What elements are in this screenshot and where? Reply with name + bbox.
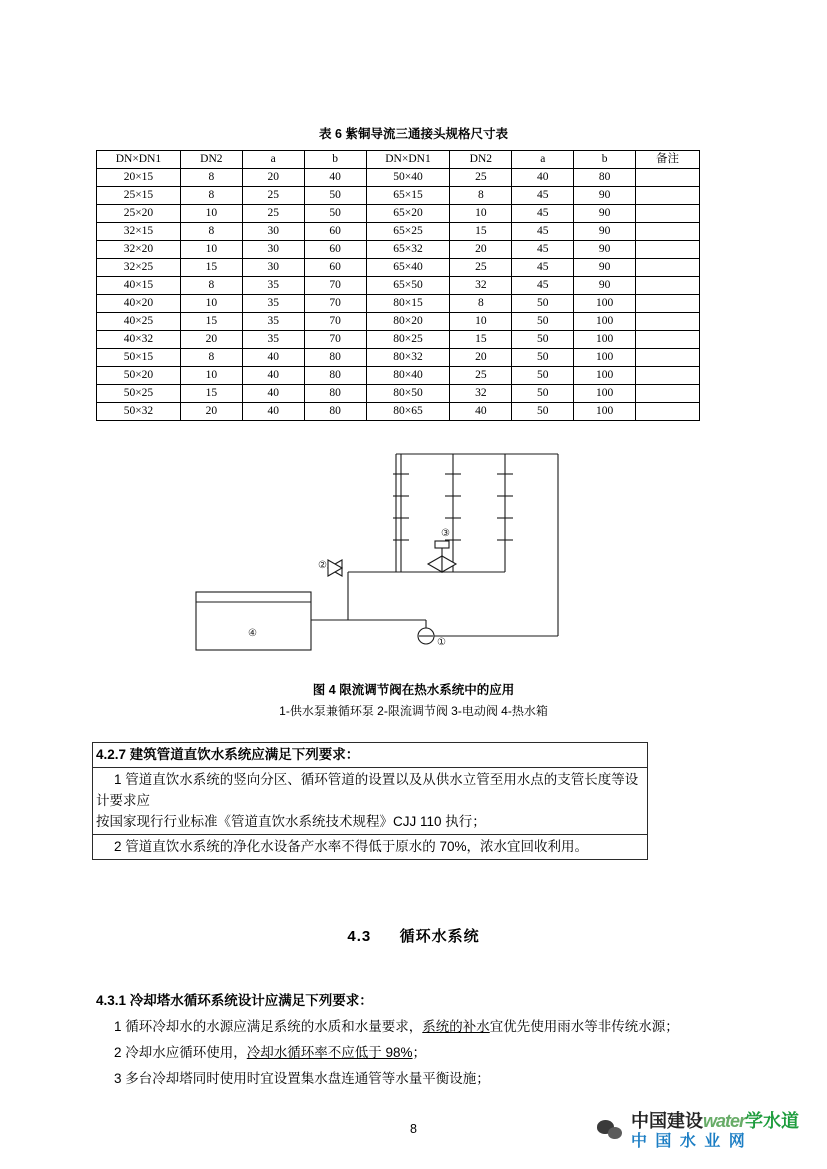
table-cell: 40 xyxy=(512,169,574,187)
table-cell: 20×15 xyxy=(97,169,181,187)
table-cell xyxy=(636,331,700,349)
table-cell xyxy=(636,241,700,259)
valve-symbol-motor xyxy=(428,541,456,572)
table-cell: 8 xyxy=(180,169,242,187)
diagram-svg xyxy=(96,440,700,680)
table-cell: 8 xyxy=(180,187,242,205)
table-cell: 50 xyxy=(512,349,574,367)
table-cell: 30 xyxy=(242,223,304,241)
clause-431-item2-underlined: 冷却水循环率不应低于 98% xyxy=(246,1045,413,1060)
table-cell: 50 xyxy=(512,385,574,403)
table-cell: 100 xyxy=(574,313,636,331)
clause-431-item1-pre: 1 循环冷却水的水源应满足系统的水质和水量要求， xyxy=(114,1019,423,1034)
clause-427-item2-box xyxy=(92,834,648,860)
section-number: 4.3 xyxy=(347,928,372,945)
clause-427-heading-box xyxy=(92,742,648,768)
table-cell: 90 xyxy=(574,277,636,295)
table-cell: 50 xyxy=(512,403,574,421)
table-cell: 25 xyxy=(450,367,512,385)
table-cell: 40 xyxy=(450,403,512,421)
clause-431-item2-post: ； xyxy=(412,1045,427,1060)
table-cell: 32×20 xyxy=(97,241,181,259)
table-cell xyxy=(636,403,700,421)
table-row xyxy=(97,169,700,187)
table-header-cell: b xyxy=(304,151,366,169)
table-cell: 20 xyxy=(450,349,512,367)
table-cell: 30 xyxy=(242,241,304,259)
callout-motorvalve-3: ③ xyxy=(441,528,450,539)
table-cell xyxy=(636,169,700,187)
table-cell: 80 xyxy=(304,349,366,367)
table-cell: 80×40 xyxy=(366,367,450,385)
clause-431-heading: 4.3.1 冷却塔水循环系统设计应满足下列要求： xyxy=(96,993,373,1008)
table-cell: 80 xyxy=(304,403,366,421)
table-cell xyxy=(636,259,700,277)
table-cell xyxy=(636,385,700,403)
table-row xyxy=(97,277,700,295)
table-cell: 100 xyxy=(574,403,636,421)
table-cell: 50 xyxy=(512,295,574,313)
table-cell: 15 xyxy=(450,331,512,349)
table-cell: 90 xyxy=(574,241,636,259)
table-cell: 25 xyxy=(242,205,304,223)
table-cell: 8 xyxy=(180,277,242,295)
clause-block-427 xyxy=(92,742,648,859)
table-cell: 65×25 xyxy=(366,223,450,241)
table-cell: 50×40 xyxy=(366,169,450,187)
table-cell: 20 xyxy=(180,331,242,349)
table-cell: 50 xyxy=(304,187,366,205)
table-cell: 35 xyxy=(242,313,304,331)
spec-table xyxy=(96,150,700,421)
callout-tank-4: ④ xyxy=(248,628,257,639)
table-cell: 65×40 xyxy=(366,259,450,277)
table-header-cell: DN2 xyxy=(450,151,512,169)
table-cell: 65×20 xyxy=(366,205,450,223)
clause-431-item1-post: 宜优先使用雨水等非传统水源； xyxy=(489,1019,679,1034)
table-row xyxy=(97,331,700,349)
figure-legend: 1-供水泵兼循环泵 2-限流调节阀 3-电动阀 4-热水箱 xyxy=(279,704,548,718)
table-header-cell: DN×DN1 xyxy=(97,151,181,169)
table-cell: 70 xyxy=(304,277,366,295)
table-cell: 40×32 xyxy=(97,331,181,349)
table-cell: 15 xyxy=(180,313,242,331)
table-cell: 100 xyxy=(574,349,636,367)
table-cell: 65×15 xyxy=(366,187,450,205)
table-row xyxy=(97,403,700,421)
table-cell: 8 xyxy=(180,349,242,367)
table-cell: 25×20 xyxy=(97,205,181,223)
table-cell: 40 xyxy=(242,349,304,367)
wechat-bubble-small xyxy=(608,1127,622,1139)
table-cell: 90 xyxy=(574,187,636,205)
table-cell: 40×20 xyxy=(97,295,181,313)
table-cell: 40×25 xyxy=(97,313,181,331)
table-cell xyxy=(636,295,700,313)
table-cell: 40 xyxy=(242,403,304,421)
table-cell: 45 xyxy=(512,187,574,205)
table-cell: 15 xyxy=(180,385,242,403)
table-cell: 50 xyxy=(512,313,574,331)
table-cell: 25×15 xyxy=(97,187,181,205)
page-number: 8 xyxy=(410,1122,417,1136)
table-cell: 25 xyxy=(450,259,512,277)
table-cell: 80 xyxy=(304,367,366,385)
table-header-row xyxy=(97,151,700,169)
table-cell: 32 xyxy=(450,385,512,403)
table-cell: 65×32 xyxy=(366,241,450,259)
table-row xyxy=(97,313,700,331)
table-row xyxy=(97,241,700,259)
table-cell: 50 xyxy=(512,331,574,349)
table-header-cell: DN2 xyxy=(180,151,242,169)
table-cell: 80×15 xyxy=(366,295,450,313)
footer-brand-line xyxy=(631,1111,799,1131)
table-cell: 100 xyxy=(574,385,636,403)
table-cell: 30 xyxy=(242,259,304,277)
table-cell: 32×15 xyxy=(97,223,181,241)
table-cell: 35 xyxy=(242,277,304,295)
section-title: 循环水系统 xyxy=(399,928,480,945)
clause-427-item2: 2 管道直饮水系统的净化水设备产水率不得低于原水的 70%，浓水宜回收利用。 xyxy=(114,839,589,854)
figure-hot-water-system-diagram xyxy=(96,440,700,680)
table-cell: 40×15 xyxy=(97,277,181,295)
callout-pump-1: ① xyxy=(437,637,446,648)
table-cell: 10 xyxy=(180,295,242,313)
table-cell: 90 xyxy=(574,259,636,277)
table-header-cell: DN×DN1 xyxy=(366,151,450,169)
clause-427-item1-line1: 1 管道直饮水系统的竖向分区、循环管道的设置以及从供水立管至用水点的支管长度等设计要求应 xyxy=(96,772,639,808)
table-cell: 80 xyxy=(574,169,636,187)
table-cell: 32 xyxy=(450,277,512,295)
table-cell: 70 xyxy=(304,331,366,349)
table-caption: 表 6 紫铜导流三通接头规格尺寸表 xyxy=(319,127,508,141)
clause-431-item1-underlined: 系统的补水 xyxy=(422,1019,490,1034)
table-cell: 10 xyxy=(180,241,242,259)
table-cell: 90 xyxy=(574,223,636,241)
clause-431-item3: 3 多台冷却塔同时使用时宜设置集水盘连通管等水量平衡设施； xyxy=(114,1071,490,1086)
table-cell: 45 xyxy=(512,259,574,277)
table-header-cell: b xyxy=(574,151,636,169)
table-cell: 60 xyxy=(304,241,366,259)
table-cell: 25 xyxy=(242,187,304,205)
table-cell: 50×15 xyxy=(97,349,181,367)
table-cell: 50×32 xyxy=(97,403,181,421)
table-cell: 90 xyxy=(574,205,636,223)
table-cell: 10 xyxy=(180,205,242,223)
table-cell: 50 xyxy=(304,205,366,223)
table-cell: 70 xyxy=(304,295,366,313)
table-cell: 20 xyxy=(450,241,512,259)
table-row xyxy=(97,205,700,223)
table-cell: 80 xyxy=(304,385,366,403)
clause-427-heading: 4.2.7 建筑管道直饮水系统应满足下列要求： xyxy=(96,747,360,762)
table-cell: 80×65 xyxy=(366,403,450,421)
table-cell: 40 xyxy=(242,385,304,403)
section-heading-43 xyxy=(0,925,827,946)
table-cell: 15 xyxy=(450,223,512,241)
table-cell: 20 xyxy=(180,403,242,421)
table-cell: 100 xyxy=(574,295,636,313)
table-cell: 10 xyxy=(450,205,512,223)
table-cell: 45 xyxy=(512,223,574,241)
table-row xyxy=(97,385,700,403)
table-cell xyxy=(636,367,700,385)
table-row xyxy=(97,295,700,313)
table-cell xyxy=(636,277,700,295)
table-cell: 45 xyxy=(512,205,574,223)
table-cell: 32×25 xyxy=(97,259,181,277)
footer-site-name: 中 国 水 业 网 xyxy=(630,1132,747,1150)
table-cell: 15 xyxy=(180,259,242,277)
body-block-431 xyxy=(96,988,736,1092)
table-cell: 8 xyxy=(450,295,512,313)
footer-text-column xyxy=(631,1111,799,1151)
clause-431-item2 xyxy=(96,1040,736,1066)
table-cell xyxy=(636,187,700,205)
clause-427-item1-line2: 按国家现行行业标准《管道直饮水系统技术规程》CJJ 110 执行； xyxy=(96,814,486,829)
table-header-cell: a xyxy=(242,151,304,169)
table-cell xyxy=(636,205,700,223)
table-cell: 100 xyxy=(574,367,636,385)
clause-431-item1 xyxy=(96,1014,736,1040)
table-row xyxy=(97,367,700,385)
table-cell xyxy=(636,349,700,367)
table-cell: 35 xyxy=(242,331,304,349)
table-cell: 8 xyxy=(450,187,512,205)
hot-water-tank xyxy=(196,592,311,650)
clause-427-item1-box xyxy=(92,767,648,835)
table-cell: 65×50 xyxy=(366,277,450,295)
callout-valve-2: ② xyxy=(318,560,327,571)
table-cell xyxy=(636,223,700,241)
table-header-cell: a xyxy=(512,151,574,169)
valve-symbol-limiting xyxy=(328,560,342,576)
table-cell: 8 xyxy=(180,223,242,241)
table-cell: 45 xyxy=(512,277,574,295)
table-row xyxy=(97,349,700,367)
table-row xyxy=(97,223,700,241)
table-cell: 80×25 xyxy=(366,331,450,349)
table-cell: 50×20 xyxy=(97,367,181,385)
table-cell: 35 xyxy=(242,295,304,313)
table-cell: 40 xyxy=(242,367,304,385)
table-cell: 80×32 xyxy=(366,349,450,367)
table-cell: 25 xyxy=(450,169,512,187)
table-cell xyxy=(636,313,700,331)
table-cell: 80×20 xyxy=(366,313,450,331)
table-cell: 50×25 xyxy=(97,385,181,403)
table-cell: 70 xyxy=(304,313,366,331)
table-row xyxy=(97,187,700,205)
figure-caption: 图 4 限流调节阀在热水系统中的应用 xyxy=(312,683,515,697)
table-cell: 45 xyxy=(512,241,574,259)
table-cell: 20 xyxy=(242,169,304,187)
table-cell: 60 xyxy=(304,223,366,241)
table-cell: 50 xyxy=(512,367,574,385)
table-header-cell: 备注 xyxy=(636,151,700,169)
table-cell: 60 xyxy=(304,259,366,277)
table-cell: 100 xyxy=(574,331,636,349)
table-cell: 80×50 xyxy=(366,385,450,403)
table-cell: 10 xyxy=(450,313,512,331)
footer-watermark-text: water xyxy=(702,1111,745,1132)
wechat-icon xyxy=(597,1120,623,1142)
footer-brand-cn2: 学水道 xyxy=(745,1111,799,1132)
table-cell: 10 xyxy=(180,367,242,385)
clause-431-item2-pre: 2 冷却水应循环使用， xyxy=(114,1045,247,1060)
footer-brand-cn: 中国建设 xyxy=(630,1111,703,1132)
footer-watermark xyxy=(597,1107,799,1155)
table-cell: 40 xyxy=(304,169,366,187)
table-row xyxy=(97,259,700,277)
